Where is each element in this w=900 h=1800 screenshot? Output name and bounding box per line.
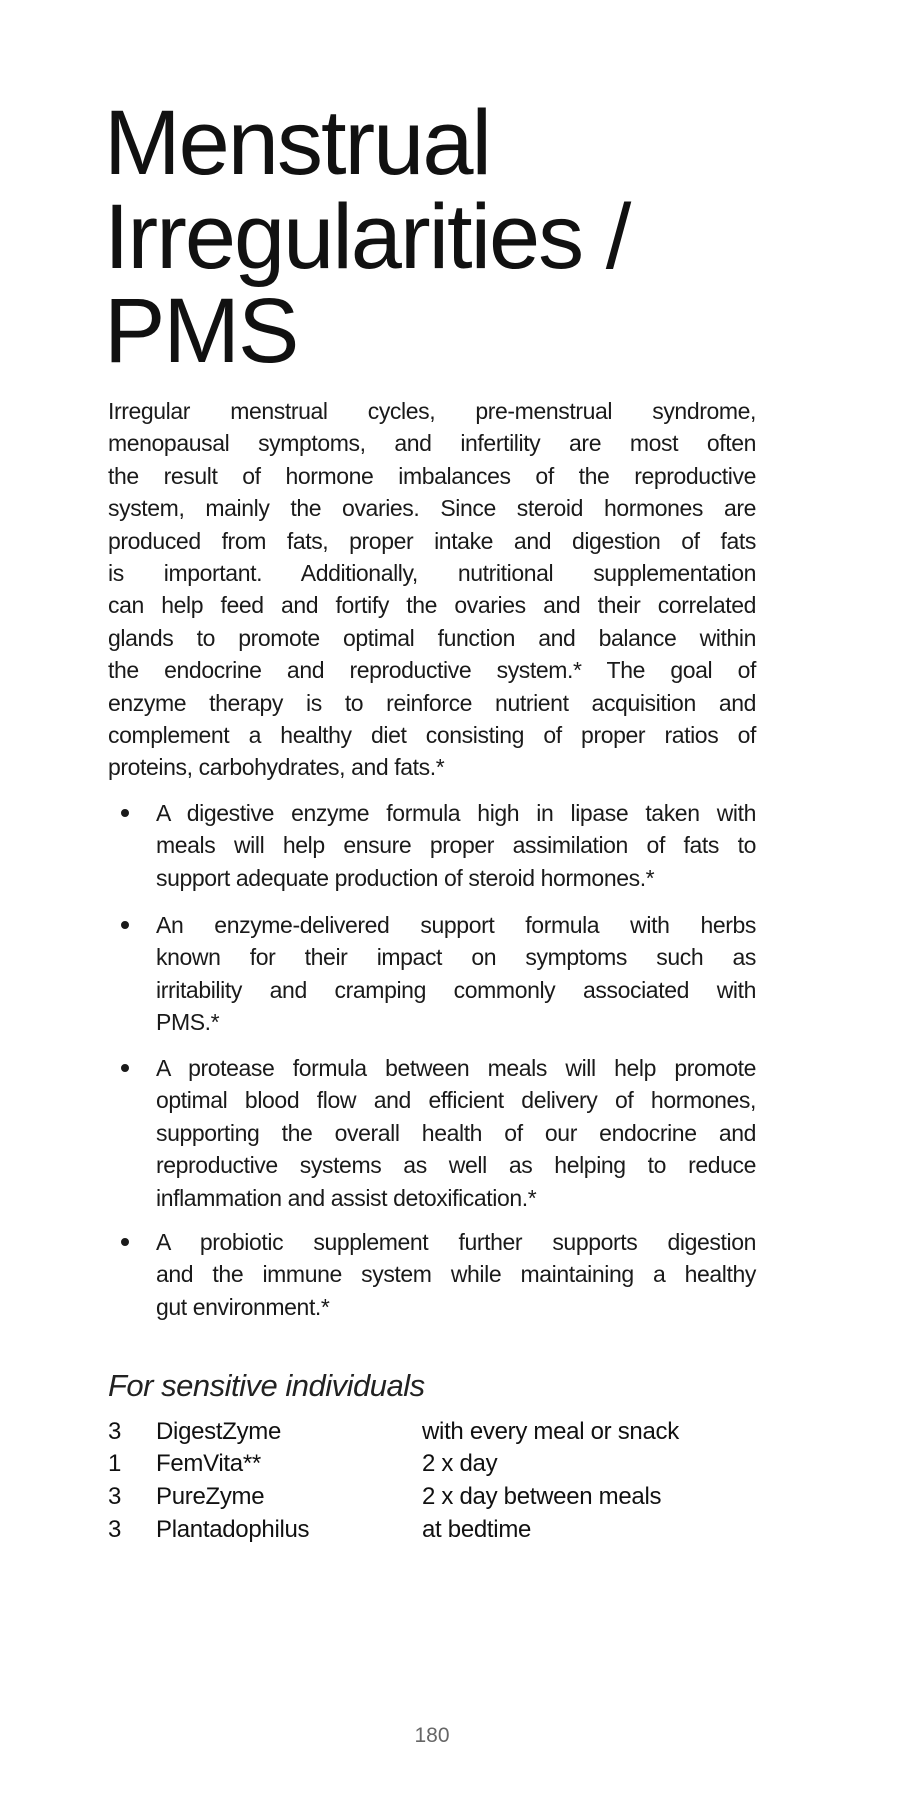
text-line: proteins, carbohydrates, and fats.*	[108, 754, 445, 781]
product-name: FemVita**	[156, 1450, 261, 1477]
bullet-text	[156, 909, 756, 1039]
protocol-row	[108, 1418, 808, 1450]
quantity: 3	[108, 1418, 122, 1445]
text-line: supporting the overall health of our endocrine and	[156, 1119, 756, 1146]
title-line: Irregularities /	[104, 186, 630, 288]
quantity: 3	[108, 1516, 122, 1543]
protocol-row	[108, 1450, 808, 1482]
page-title	[104, 92, 630, 382]
text-line: irritability and cramping commonly associated with	[156, 976, 756, 1003]
product-name: DigestZyme	[156, 1418, 282, 1445]
product-name: Plantadophilus	[156, 1516, 310, 1543]
text-line: A protease formula between meals will help promote	[156, 1055, 756, 1081]
text-line: menopausal symptoms, and infertility are most often	[108, 430, 756, 457]
quantity: 1	[108, 1450, 122, 1477]
text-line: and the immune system while maintaining a healthy	[156, 1261, 756, 1288]
text-line: system, mainly the ovaries. Since steroid hormones are	[108, 495, 756, 522]
bullet-icon	[121, 921, 129, 929]
dosage: at bedtime	[422, 1516, 532, 1543]
bullet-text	[156, 1052, 756, 1214]
text-line: A probiotic supplement further supports digestion	[156, 1229, 756, 1255]
text-line: reproductive systems as well as helping to reduce	[156, 1152, 756, 1179]
bullet-icon	[121, 1064, 129, 1072]
quantity: 3	[108, 1483, 122, 1510]
dosage: 2 x day	[422, 1450, 498, 1477]
text-line: support adequate production of steroid hormones.*	[156, 864, 655, 891]
text-line: glands to promote optimal function and balance within	[108, 624, 756, 651]
text-line: gut environment.*	[156, 1293, 330, 1320]
page-number: 180	[414, 1724, 450, 1747]
text-line: complement a healthy diet consisting of proper ratios of	[108, 722, 756, 749]
protocol-row	[108, 1483, 808, 1515]
text-line: Irregular menstrual cycles, pre-menstrual syndrome,	[108, 398, 756, 424]
protocol-row	[108, 1516, 808, 1548]
text-line: is important. Additionally, nutritional supplementation	[108, 560, 756, 587]
text-line: An enzyme-delivered support formula with herbs	[156, 912, 756, 938]
text-line: the result of hormone imbalances of the reproductive	[108, 462, 756, 489]
product-name: PureZyme	[156, 1483, 265, 1510]
text-line: enzyme therapy is to reinforce nutrient acquisition and	[108, 689, 756, 716]
text-line: the endocrine and reproductive system.* The goal of	[108, 657, 756, 684]
dosage: with every meal or snack	[422, 1418, 679, 1445]
title-line: Menstrual	[104, 92, 490, 194]
text-line: known for their impact on symptoms such as	[156, 944, 756, 971]
bullet-icon	[121, 1238, 129, 1246]
text-line: inflammation and assist detoxification.*	[156, 1184, 537, 1211]
bullet-text	[156, 1226, 756, 1323]
protocol-heading: For sensitive individuals	[108, 1368, 425, 1403]
text-line: produced from fats, proper intake and digestion of fats	[108, 527, 756, 554]
bullet-icon	[121, 809, 129, 817]
text-line: optimal blood flow and efficient delivery of hormones,	[156, 1087, 756, 1114]
intro-paragraph	[108, 395, 756, 784]
text-line: meals will help ensure proper assimilation of fats to	[156, 832, 756, 859]
text-line: can help feed and fortify the ovaries and their correlated	[108, 592, 756, 619]
text-line: PMS.*	[156, 1009, 220, 1036]
text-line: A digestive enzyme formula high in lipase taken with	[156, 800, 756, 826]
dosage: 2 x day between meals	[422, 1483, 662, 1510]
title-line: PMS	[104, 280, 298, 382]
bullet-text	[156, 797, 756, 894]
